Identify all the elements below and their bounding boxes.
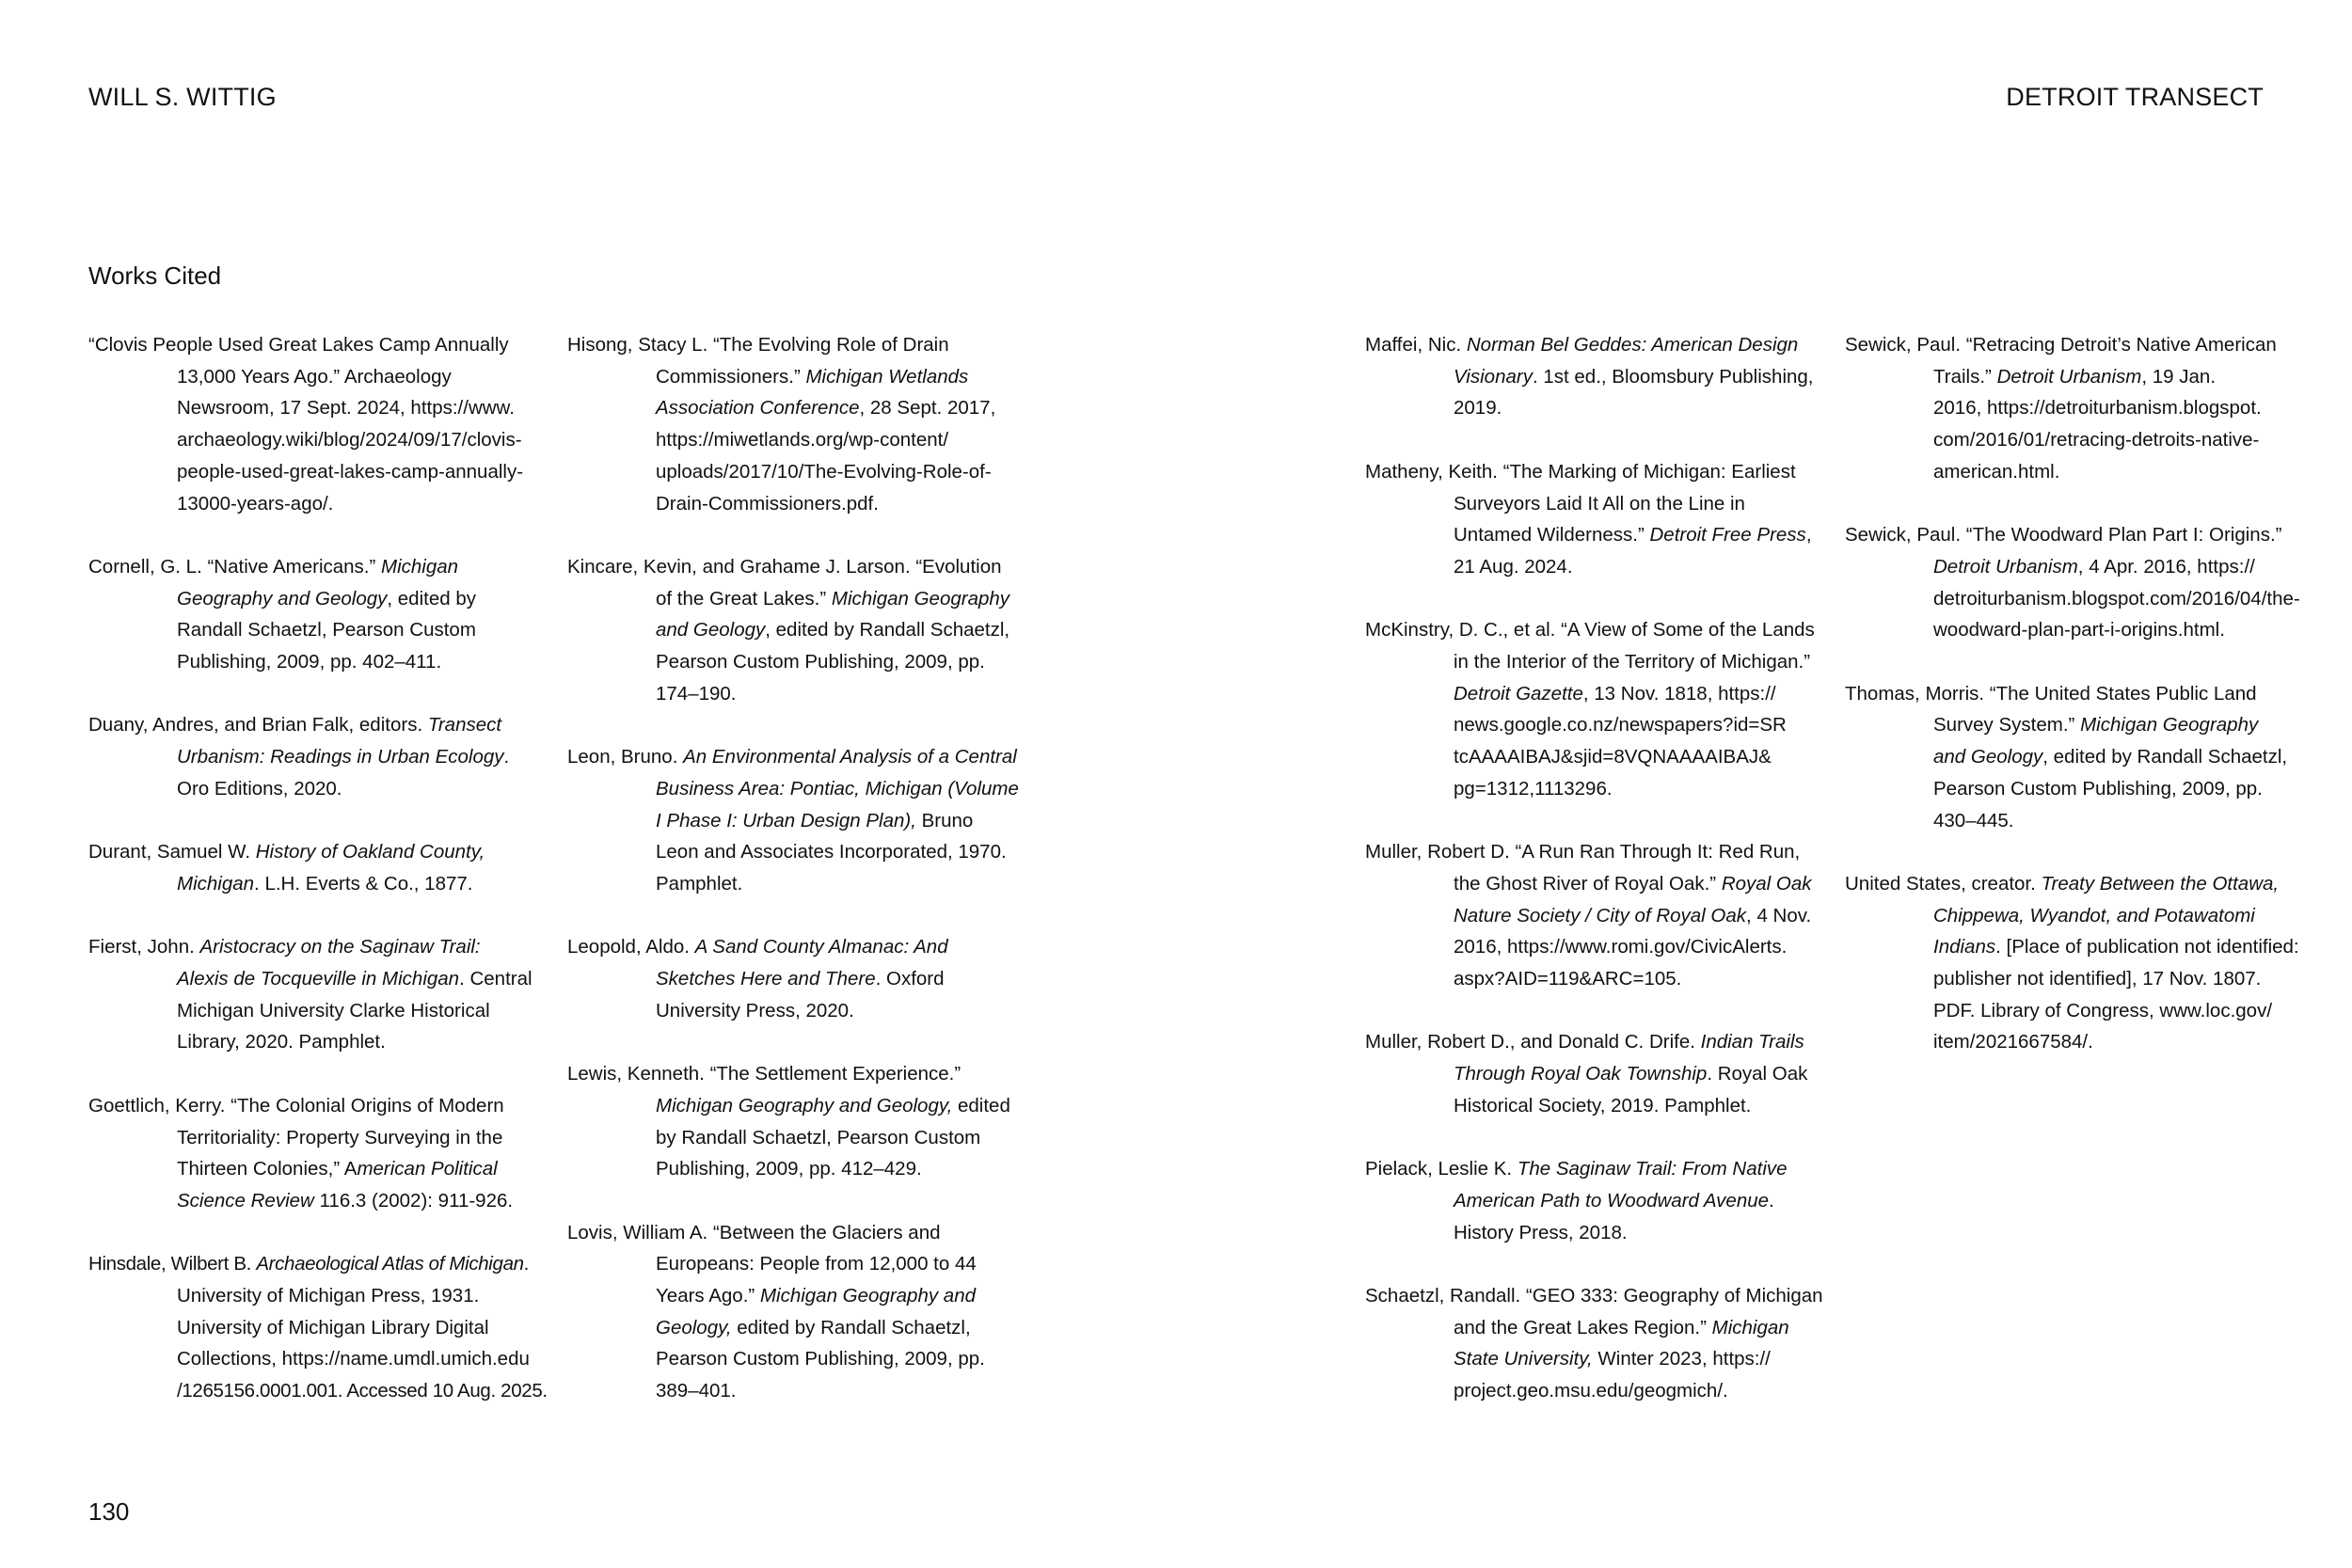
citation-italic-text: Indian Trails xyxy=(1700,1031,1804,1053)
citation-line xyxy=(567,551,1028,583)
citation-line xyxy=(567,741,1028,773)
citation-text: University Press, 2020. xyxy=(656,999,854,1022)
citation-text: , edited by Randall Schaetzl, xyxy=(765,619,1010,641)
citation-text: uploads/2017/10/The-Evolving-Role-of- xyxy=(656,460,992,483)
citation-text: . xyxy=(1769,1189,1774,1212)
citation-line xyxy=(88,773,540,805)
citation-text: Years Ago.” xyxy=(656,1285,760,1307)
citation-text: com/2016/01/retracing-detroits-native- xyxy=(1933,429,2260,451)
citation-text: detroiturbanism.blogspot.com/2016/04/the- xyxy=(1933,587,2300,610)
citation-line xyxy=(567,1058,1028,1090)
citation-text: 2016, https://www.romi.gov/CivicAlerts. xyxy=(1454,936,1788,958)
citation-text: History Press, 2018. xyxy=(1454,1221,1628,1243)
citation-line xyxy=(1845,868,2315,900)
citation-entry xyxy=(88,931,540,1058)
citation-italic-text: Michigan xyxy=(1711,1316,1789,1338)
citation-entry xyxy=(1365,1153,1821,1248)
citation-line xyxy=(1845,805,2315,837)
citation-line xyxy=(1365,646,1821,678)
citation-italic-text: Norman Bel Geddes: American Design xyxy=(1466,334,1799,356)
citation-text: Bruno xyxy=(915,809,974,832)
citation-line xyxy=(88,963,540,995)
citation-italic-text: Geology, xyxy=(656,1316,732,1338)
citation-entry xyxy=(1365,1280,1821,1407)
citation-text: people-used-great-lakes-camp-annually- xyxy=(177,460,524,483)
citation-entry xyxy=(88,836,540,899)
citation-line xyxy=(1845,424,2315,456)
citation-entry xyxy=(1365,836,1821,995)
citation-entry xyxy=(88,1090,540,1217)
citation-text: 21 Aug. 2024. xyxy=(1454,555,1573,578)
citation-text: pg=1312,1113296. xyxy=(1454,777,1613,800)
citation-text: Historical Society, 2019. Pamphlet. xyxy=(1454,1094,1752,1117)
citation-text: Michigan University Clarke Historical xyxy=(177,999,490,1022)
citation-text: Goettlich, Kerry. “The Colonial Origins of Modern xyxy=(88,1094,504,1117)
citation-text: , 13 Nov. 1818, https:// xyxy=(1582,682,1776,705)
citation-entry xyxy=(1365,329,1821,424)
citation-line xyxy=(1365,1375,1821,1407)
citation-text: Surveyors Laid It All on the Line in xyxy=(1454,492,1745,515)
bibliography-column-4 xyxy=(1845,329,2315,1090)
citation-entry xyxy=(1845,329,2315,488)
citation-entry xyxy=(1365,456,1821,583)
citation-line xyxy=(88,868,540,900)
citation-line xyxy=(567,1248,1028,1280)
citation-text: . xyxy=(503,746,510,768)
citation-line xyxy=(1845,392,2315,424)
citation-italic-text: Sketches Here and There xyxy=(656,968,876,990)
citation-text: . 1st ed., Bloomsbury Publishing, xyxy=(1532,365,1814,388)
citation-text: Leon, Bruno. xyxy=(567,746,684,768)
citation-text: 389–401. xyxy=(656,1380,737,1402)
citation-text: 2019. xyxy=(1454,397,1502,420)
citation-line xyxy=(1845,519,2315,551)
citation-text: . L.H. Everts & Co., 1877. xyxy=(254,872,473,895)
citation-text: 13000-years-ago/. xyxy=(177,492,334,515)
citation-line xyxy=(567,1090,1028,1122)
citation-italic-text: Transect xyxy=(427,714,502,736)
citation-italic-text: Detroit Urbanism xyxy=(1996,365,2142,388)
citation-italic-text: Treaty Between the Ottawa, xyxy=(2041,872,2280,895)
citation-text: Sewick, Paul. “Retracing Detroit’s Native American xyxy=(1845,334,2277,356)
citation-text: Sewick, Paul. “The Woodward Plan Part I: Origins.” xyxy=(1845,524,2282,546)
citation-line xyxy=(88,741,540,773)
citation-text: Lewis, Kenneth. “The Settlement Experience.” xyxy=(567,1063,961,1085)
citation-text: . [Place of publication not identified: xyxy=(1995,936,2299,958)
section-title: Works Cited xyxy=(88,261,222,290)
citation-text: item/2021667584/. xyxy=(1933,1031,2093,1053)
citation-text: Thomas, Morris. “The United States Public Land xyxy=(1845,682,2257,705)
citation-text: 13,000 Years Ago.” Archaeology xyxy=(177,365,452,388)
citation-text: Muller, Robert D., and Donald C. Drife. xyxy=(1365,1031,1701,1053)
citation-text: project.geo.msu.edu/geogmich/. xyxy=(1454,1380,1728,1402)
citation-line xyxy=(1845,456,2315,488)
citation-italic-text: Michigan Geography xyxy=(2080,714,2259,736)
citation-text: 430–445. xyxy=(1933,809,2014,832)
citation-text: Duany, Andres, and Brian Falk, editors. xyxy=(88,714,428,736)
citation-line xyxy=(567,1280,1028,1312)
citation-line xyxy=(1365,614,1821,646)
citation-text: , edited by xyxy=(387,587,476,610)
citation-italic-text: Detroit Free Press xyxy=(1649,524,1806,546)
citation-italic-text: Visionary xyxy=(1454,365,1533,388)
citation-text: , edited by Randall Schaetzl, xyxy=(2042,746,2288,768)
citation-line xyxy=(1365,709,1821,741)
citation-text: PDF. Library of Congress, www.loc.gov/ xyxy=(1933,999,2273,1022)
citation-text: woodward-plan-part-i-origins.html. xyxy=(1933,619,2225,641)
citation-entry xyxy=(1845,678,2315,837)
citation-text: of the Great Lakes.” xyxy=(656,587,832,610)
citation-text: news.google.co.nz/newspapers?id=SR xyxy=(1454,714,1787,736)
citation-line xyxy=(1365,773,1821,805)
citation-line xyxy=(567,392,1028,424)
citation-text: aspx?AID=119&ARC=105. xyxy=(1454,968,1682,990)
citation-text: . xyxy=(523,1253,530,1275)
citation-line xyxy=(88,1026,540,1058)
citation-italic-text: I Phase I: Urban Design Plan), xyxy=(656,809,916,832)
citation-line xyxy=(88,456,540,488)
citation-italic-text: Royal Oak xyxy=(1721,872,1812,895)
citation-text: Lovis, William A. “Between the Glaciers and xyxy=(567,1221,941,1243)
citation-line xyxy=(567,1122,1028,1154)
citation-italic-text: Aristocracy on the Saginaw Trail: xyxy=(199,936,481,958)
citation-line xyxy=(1365,1312,1821,1344)
citation-line xyxy=(567,995,1028,1027)
citation-italic-text: Michigan xyxy=(381,555,459,578)
citation-text: Winter 2023, https:// xyxy=(1592,1348,1771,1370)
citation-italic-text: merican Political xyxy=(357,1158,498,1180)
citation-italic-text: Business Area: Pontiac, Michigan (Volume xyxy=(656,777,1019,800)
citation-text: Hisong, Stacy L. “The Evolving Role of Drain xyxy=(567,334,949,356)
citation-line xyxy=(88,614,540,646)
citation-line xyxy=(1365,1343,1821,1375)
citation-text: Randall Schaetzl, Pearson Custom xyxy=(177,619,476,641)
citation-italic-text: and Geology xyxy=(656,619,766,641)
citation-entry xyxy=(1845,519,2315,646)
citation-line xyxy=(1365,1185,1821,1217)
citation-line xyxy=(88,646,540,678)
citation-text: Drain-Commissioners.pdf. xyxy=(656,492,879,515)
bibliography-column-1 xyxy=(88,329,548,1439)
citation-text: “Clovis People Used Great Lakes Camp Annually xyxy=(88,334,509,356)
citation-entry xyxy=(567,931,1028,1026)
citation-line xyxy=(1365,329,1821,361)
citation-line xyxy=(1365,1090,1821,1122)
citation-text: Commissioners.” xyxy=(656,365,806,388)
citation-text: Collections, https://name.umdl.umich.edu xyxy=(177,1348,530,1370)
citation-line xyxy=(567,805,1028,837)
citation-text: Pielack, Leslie K. xyxy=(1365,1158,1518,1180)
citation-line xyxy=(88,424,540,456)
citation-text: Oro Editions, 2020. xyxy=(177,777,342,800)
citation-text: https://miwetlands.org/wp-content/ xyxy=(656,429,949,451)
citation-text: Territoriality: Property Surveying in the xyxy=(177,1126,503,1148)
citation-text: Survey System.” xyxy=(1933,714,2081,736)
citation-italic-text: History of Oakland County, xyxy=(255,841,485,863)
citation-line xyxy=(1365,678,1821,710)
citation-line xyxy=(567,1153,1028,1185)
citation-line xyxy=(567,583,1028,615)
citation-text: american.html. xyxy=(1933,460,2060,483)
citation-text: Durant, Samuel W. xyxy=(88,841,256,863)
citation-line xyxy=(88,488,540,520)
citation-line xyxy=(1365,900,1821,932)
citation-line xyxy=(1845,741,2315,773)
citation-line xyxy=(567,963,1028,995)
citation-text: Leon and Associates Incorporated, 1970. xyxy=(656,841,1007,863)
citation-line xyxy=(1365,361,1821,393)
citation-entry xyxy=(567,1058,1028,1185)
citation-line xyxy=(567,678,1028,710)
citation-line xyxy=(567,773,1028,805)
citation-text: edited xyxy=(952,1094,1010,1117)
citation-line xyxy=(1845,773,2315,805)
citation-line xyxy=(567,1312,1028,1344)
citation-line xyxy=(88,1185,540,1217)
citation-entry xyxy=(1365,614,1821,804)
citation-italic-text: Michigan Geography xyxy=(831,587,1010,610)
citation-italic-text: Michigan Wetlands xyxy=(805,365,969,388)
citation-line xyxy=(1365,836,1821,868)
citation-text: Pamphlet. xyxy=(656,872,743,895)
citation-text: Muller, Robert D. “A Run Ran Through It: Red Run, xyxy=(1365,841,1801,863)
citation-text: Kincare, Kevin, and Grahame J. Larson. “Evolution xyxy=(567,555,1002,578)
citation-line xyxy=(88,1280,540,1312)
citation-line xyxy=(567,868,1028,900)
citation-line xyxy=(567,488,1028,520)
citation-line xyxy=(88,836,540,868)
citation-italic-text: Urbanism: Readings in Urban Ecology xyxy=(177,746,504,768)
bibliography-column-2 xyxy=(567,329,1028,1439)
citation-text: Publishing, 2009, pp. 402–411. xyxy=(177,651,442,673)
citation-italic-text: American Path to Woodward Avenue xyxy=(1454,1189,1770,1212)
citation-italic-text: Alexis de Tocqueville in Michigan xyxy=(177,968,460,990)
citation-italic-text: A Sand County Almanac: And xyxy=(694,936,948,958)
citation-italic-text: Detroit Urbanism xyxy=(1933,555,2078,578)
citation-text: in the Interior of the Territory of Michigan.” xyxy=(1454,651,1811,673)
citation-text: . Central xyxy=(459,968,532,990)
citation-italic-text: Science Review xyxy=(177,1189,314,1212)
citation-text: Trails.” xyxy=(1933,365,1997,388)
citation-entry xyxy=(567,551,1028,710)
citation-line xyxy=(88,1343,540,1375)
citation-text: McKinstry, D. C., et al. “A View of Some of the Lands xyxy=(1365,619,1815,641)
citation-text: Maffei, Nic. xyxy=(1365,334,1467,356)
citation-line xyxy=(88,392,540,424)
citation-text: 116.3 (2002): 911-926. xyxy=(313,1189,514,1212)
citation-text: Pearson Custom Publishing, 2009, pp. xyxy=(656,651,985,673)
citation-text: Newsroom, 17 Sept. 2024, https://www. xyxy=(177,397,515,420)
citation-line xyxy=(88,995,540,1027)
citation-line xyxy=(1845,995,2315,1027)
citation-text: /1265156.0001.001. Accessed 10 Aug. 2025. xyxy=(177,1380,548,1402)
citation-line xyxy=(88,361,540,393)
citation-line xyxy=(1365,1058,1821,1090)
citation-text: the Ghost River of Royal Oak.” xyxy=(1454,872,1722,895)
citation-line xyxy=(88,583,540,615)
citation-line xyxy=(88,1312,540,1344)
citation-text: and the Great Lakes Region.” xyxy=(1454,1316,1712,1338)
citation-text: , 19 Jan. xyxy=(2141,365,2217,388)
citation-line xyxy=(1845,963,2315,995)
citation-line xyxy=(1845,1026,2315,1058)
citation-italic-text: Detroit Gazette xyxy=(1454,682,1583,705)
citation-entry xyxy=(88,551,540,678)
running-head-title: DETROIT TRANSECT xyxy=(2006,83,2264,111)
citation-text: , 4 Nov. xyxy=(1746,904,1812,927)
citation-line xyxy=(88,329,540,361)
citation-text: edited by Randall Schaetzl, xyxy=(731,1316,971,1338)
citation-italic-text: Michigan Geography and Geology, xyxy=(656,1094,953,1117)
citation-line xyxy=(1845,709,2315,741)
citation-line xyxy=(1365,1026,1821,1058)
citation-text: Schaetzl, Randall. “GEO 333: Geography of Michigan xyxy=(1365,1285,1823,1307)
citation-line xyxy=(1365,519,1821,551)
citation-italic-text: and Geology xyxy=(1933,746,2043,768)
citation-line xyxy=(567,424,1028,456)
citation-line xyxy=(1365,392,1821,424)
citation-text: . Royal Oak xyxy=(1707,1063,1808,1085)
citation-line xyxy=(1365,1153,1821,1185)
citation-line xyxy=(1845,678,2315,710)
bibliography-column-3 xyxy=(1365,329,1821,1439)
citation-line xyxy=(567,614,1028,646)
citation-line xyxy=(1365,931,1821,963)
citation-line xyxy=(567,361,1028,393)
citation-text: Hinsdale, Wilbert B. xyxy=(88,1253,257,1275)
citation-line xyxy=(1365,868,1821,900)
citation-text: 2016, https://detroiturbanism.blogspot. xyxy=(1933,397,2262,420)
citation-text: , 4 Apr. 2016, https:// xyxy=(2077,555,2255,578)
citation-text: Untamed Wilderness.” xyxy=(1454,524,1650,546)
page-number: 130 xyxy=(88,1497,130,1526)
citation-line xyxy=(1365,551,1821,583)
citation-text: by Randall Schaetzl, Pearson Custom xyxy=(656,1126,981,1148)
citation-line xyxy=(567,1375,1028,1407)
citation-text: tcAAAAIBAJ&sjid=8VQNAAAAIBAJ& xyxy=(1454,746,1772,768)
citation-text: University of Michigan Press, 1931. xyxy=(177,1285,480,1307)
citation-italic-text: The Saginaw Trail: From Native xyxy=(1517,1158,1788,1180)
citation-entry xyxy=(88,1248,548,1407)
citation-text: Pearson Custom Publishing, 2009, pp. xyxy=(1933,777,2263,800)
citation-text: Publishing, 2009, pp. 412–429. xyxy=(656,1158,922,1180)
citation-italic-text: Association Conference xyxy=(656,397,860,420)
citation-line xyxy=(1365,456,1821,488)
citation-entry xyxy=(88,329,540,519)
citation-italic-text: Archaeological Atlas of Michigan xyxy=(256,1253,524,1275)
citation-line xyxy=(88,1090,540,1122)
citation-line xyxy=(88,551,540,583)
citation-text: 174–190. xyxy=(656,682,737,705)
citation-italic-text: Indians xyxy=(1933,936,1996,958)
citation-italic-text: Michigan xyxy=(177,872,255,895)
citation-text: Leopold, Aldo. xyxy=(567,936,695,958)
citation-text: Matheny, Keith. “The Marking of Michigan: Earliest xyxy=(1365,460,1796,483)
citation-italic-text: Chippewa, Wyandot, and Potawatomi xyxy=(1933,904,2255,927)
citation-italic-text: Michigan Geography and xyxy=(759,1285,977,1307)
citation-line xyxy=(567,456,1028,488)
citation-entry xyxy=(1365,1026,1821,1121)
citation-line xyxy=(88,1248,540,1280)
citation-line xyxy=(88,1122,540,1154)
citation-italic-text: Nature Society / City of Royal Oak xyxy=(1454,904,1747,927)
citation-line xyxy=(88,1153,540,1185)
citation-line xyxy=(567,1343,1028,1375)
citation-entry xyxy=(88,709,540,804)
citation-text: Europeans: People from 12,000 to 44 xyxy=(656,1253,977,1275)
citation-text: publisher not identified], 17 Nov. 1807. xyxy=(1933,968,2262,990)
citation-entry xyxy=(1845,868,2315,1058)
citation-italic-text: Through Royal Oak Township xyxy=(1454,1063,1708,1085)
citation-line xyxy=(1365,488,1821,520)
citation-text: United States, creator. xyxy=(1845,872,2042,895)
citation-line xyxy=(567,1217,1028,1249)
citation-entry xyxy=(567,329,1028,519)
citation-italic-text: State University, xyxy=(1454,1348,1593,1370)
citation-entry xyxy=(567,1217,1028,1407)
citation-line xyxy=(1365,1280,1821,1312)
citation-line xyxy=(1845,551,2315,583)
citation-line xyxy=(567,646,1028,678)
citation-italic-text: Geography and Geology xyxy=(177,587,388,610)
citation-text: Fierst, John. xyxy=(88,936,200,958)
citation-line xyxy=(567,329,1028,361)
citation-line xyxy=(1365,1217,1821,1249)
citation-text: Pearson Custom Publishing, 2009, pp. xyxy=(656,1348,985,1370)
citation-text: Thirteen Colonies,” A xyxy=(177,1158,358,1180)
citation-text: Library, 2020. Pamphlet. xyxy=(177,1031,386,1053)
citation-line xyxy=(1845,614,2315,646)
citation-line xyxy=(1845,329,2315,361)
citation-line xyxy=(1845,361,2315,393)
citation-line xyxy=(567,836,1028,868)
citation-text: University of Michigan Library Digital xyxy=(177,1316,489,1338)
citation-line xyxy=(1845,931,2315,963)
citation-line xyxy=(88,1375,548,1407)
citation-line xyxy=(88,931,540,963)
citation-italic-text: An Environmental Analysis of a Central xyxy=(683,746,1017,768)
citation-text: , xyxy=(1805,524,1812,546)
citation-text: Cornell, G. L. “Native Americans.” xyxy=(88,555,382,578)
citation-text: . Oxford xyxy=(875,968,945,990)
citation-entry xyxy=(567,741,1028,900)
running-head-author: WILL S. WITTIG xyxy=(88,83,277,111)
citation-line xyxy=(567,931,1028,963)
citation-line xyxy=(88,709,540,741)
citation-line xyxy=(1365,963,1821,995)
citation-text: , 28 Sept. 2017, xyxy=(859,397,996,420)
citation-line xyxy=(1365,741,1821,773)
citation-line xyxy=(1845,900,2315,932)
citation-text: archaeology.wiki/blog/2024/09/17/clovis- xyxy=(177,429,522,451)
citation-line xyxy=(1845,583,2315,615)
